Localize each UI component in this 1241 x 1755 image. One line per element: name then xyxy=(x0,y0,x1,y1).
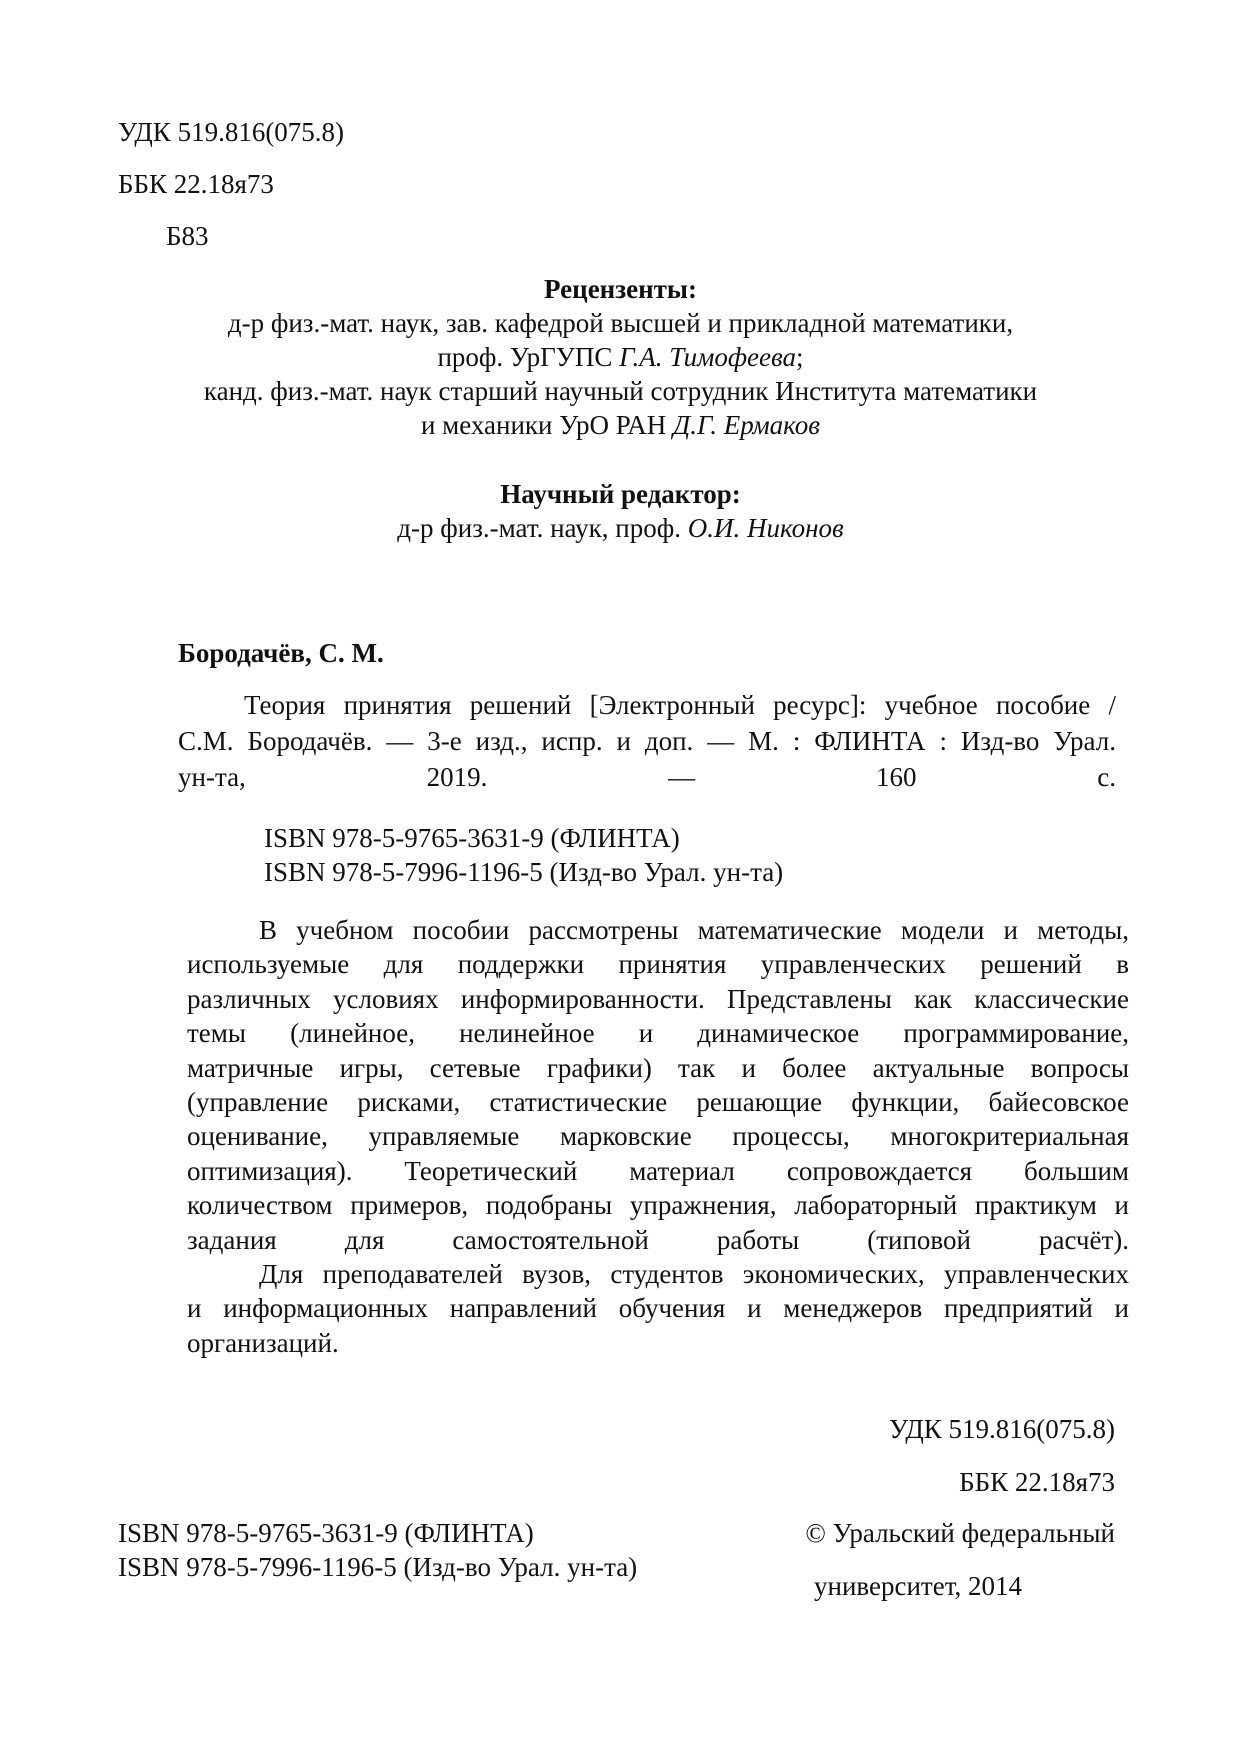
copyright-line-2: университет, 2014 xyxy=(814,1571,1022,1601)
annotation-line: оценивание, управляемые марковские процессы, многокритериальная xyxy=(187,1121,1129,1152)
bib-isbn-1: ISBN 978-5-9765-3631-9 (ФЛИНТА) xyxy=(264,823,680,853)
editor-line xyxy=(0,512,1241,546)
annotation-line: темы (линейное, нелинейное и динамическое программирование, xyxy=(187,1018,1129,1049)
bib-isbn-2: ISBN 978-5-7996-1196-5 (Изд-во Урал. ун-та) xyxy=(264,857,784,887)
editor-name: О.И. Никонов xyxy=(687,513,844,543)
annotation-paragraph-2 xyxy=(187,1257,1129,1360)
udk-code: УДК 519.816(075.8) xyxy=(118,117,345,147)
reviewer-2-line-2 xyxy=(0,409,1241,443)
annotation-line: используемые для поддержки принятия управленческих решений в xyxy=(187,949,1129,980)
editor-heading: Научный редактор: xyxy=(500,479,741,509)
bib-author: Бородачёв, С. М. xyxy=(178,638,384,668)
bib-description xyxy=(178,689,1116,794)
bib-line-2: С.М. Бородачёв. — 3-е изд., испр. и доп. — М. : ФЛИНТА : Изд-во Урал. xyxy=(178,725,1116,756)
annotation-line: количеством примеров, подобраны упражнения, лабораторный практикум и xyxy=(187,1190,1129,1221)
annotation-line: различных условиях информированности. Представлены как классические xyxy=(187,983,1129,1014)
footer-isbn-2: ISBN 978-5-7996-1196-5 (Изд-во Урал. ун-та) xyxy=(118,1552,638,1582)
footer-udk-code: УДК 519.816(075.8) xyxy=(888,1414,1115,1444)
bib-line-3: ун-та, 2019. — 160 с. xyxy=(178,761,1116,792)
footer-isbn-1: ISBN 978-5-9765-3631-9 (ФЛИНТА) xyxy=(118,1518,534,1548)
annotation-line: (управление рисками, статистические решающие функции, байесовское xyxy=(187,1087,1129,1118)
annotation-line: задания для самостоятельной работы (типовой расчёт). xyxy=(187,1224,1129,1255)
reviewer-1-position: проф. УрГУПС xyxy=(437,342,620,372)
annotation-line: Для преподавателей вузов, студентов экономических, управленческих xyxy=(259,1259,1129,1289)
bib-line-1: Теория принятия решений [Электронный ресурс]: учебное пособие / xyxy=(244,690,1116,720)
editor-position: д-р физ.-мат. наук, проф. xyxy=(397,513,688,543)
bbk-code: ББК 22.18я73 xyxy=(118,169,274,199)
footer-bbk-code: ББК 22.18я73 xyxy=(959,1467,1115,1497)
reviewer-2-position: и механики УрО РАН xyxy=(420,410,674,440)
reviewer-2-name: Д.Г. Ермаков xyxy=(673,410,821,440)
reviewer-1-punct: ; xyxy=(796,342,804,372)
copyright-line-1: © Уральский федеральный xyxy=(805,1518,1115,1548)
reviewer-1-line-1: д-р физ.-мат. наук, зав. кафедрой высшей и прикладной математики, xyxy=(227,308,1014,338)
reviewer-2-line-1: канд. физ.-мат. наук старший научный сотрудник Института математики xyxy=(203,376,1038,406)
author-mark: Б83 xyxy=(166,221,209,251)
reviewer-1-line-2 xyxy=(0,341,1241,375)
annotation-line: организаций. xyxy=(187,1327,339,1358)
annotation-line: и информационных направлений обучения и менеджеров предприятий и xyxy=(187,1293,1129,1324)
reviewers-heading: Рецензенты: xyxy=(544,274,697,304)
annotation-line: В учебном пособии рассмотрены математические модели и методы, xyxy=(259,915,1129,945)
annotation-paragraph-1 xyxy=(187,913,1129,1257)
annotation-line: оптимизация). Теоретический материал сопровождается большим xyxy=(187,1155,1129,1186)
annotation-line: матричные игры, сетевые графики) так и более актуальные вопросы xyxy=(187,1052,1129,1083)
reviewer-1-name: Г.А. Тимофеева xyxy=(619,342,796,372)
